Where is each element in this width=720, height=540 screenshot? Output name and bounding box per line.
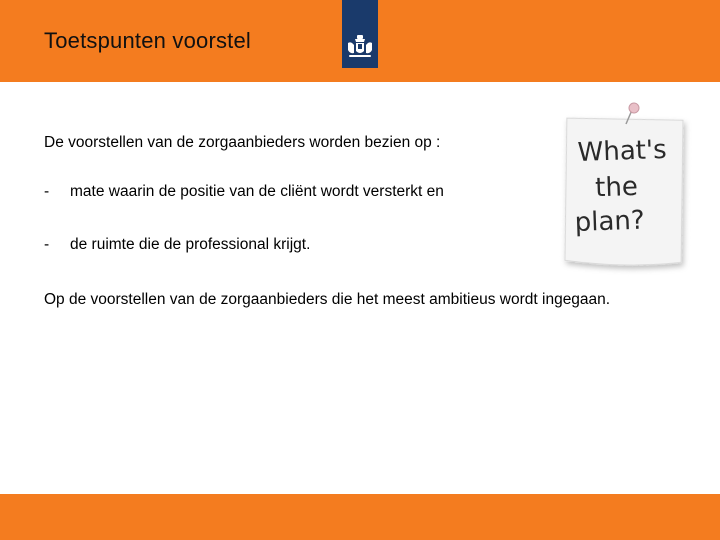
rijksoverheid-coat-of-arms-icon	[346, 34, 374, 60]
note-line-1: What's	[577, 134, 668, 168]
bullet-text: de ruimte die de professional krijgt.	[70, 236, 311, 253]
slide-title: Toetspunten voorstel	[44, 28, 252, 53]
bullet-dash: -	[44, 236, 50, 253]
bullet-text: mate waarin de positie van de cliënt wordt versterkt en	[70, 183, 444, 200]
header-band	[0, 0, 720, 82]
whats-the-plan-note	[540, 100, 700, 280]
government-logo	[342, 0, 378, 68]
note-line-2: the	[594, 171, 639, 204]
note-line-3: plan?	[574, 205, 646, 238]
bullet-dash: -	[44, 183, 50, 200]
closing-text: Op de voorstellen van de zorgaanbieders die het meest ambitieus wordt ingegaan.	[44, 291, 611, 308]
footer-band	[0, 494, 720, 540]
intro-text: De voorstellen van de zorgaanbieders worden bezien op :	[44, 134, 441, 151]
